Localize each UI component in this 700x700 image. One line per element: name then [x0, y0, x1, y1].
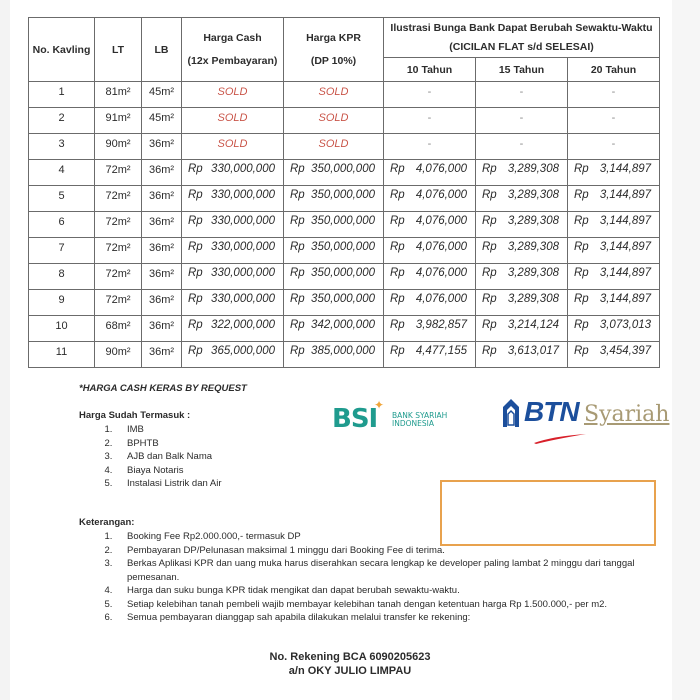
amount-value: 330,000,000: [211, 215, 275, 227]
header-cash-title: Harga Cash: [203, 31, 262, 44]
currency-label: Rp: [574, 319, 589, 331]
amount-value: 330,000,000: [211, 163, 275, 175]
house-icon: [502, 398, 520, 428]
amount-value: 3,073,013: [599, 319, 652, 331]
cell-10-tahun: [384, 160, 476, 186]
amount-value: 3,144,897: [599, 293, 652, 305]
cell-20-tahun: -: [568, 134, 660, 160]
cell-lb: 36m²: [142, 316, 182, 342]
cell-kpr: [284, 238, 384, 264]
cell-kpr: [284, 290, 384, 316]
currency-label: Rp: [390, 189, 405, 201]
note-item: 2. Pembayaran DP/Pelunasan maksimal 1 minggu dari Booking Fee di terima.: [115, 544, 639, 558]
cell-kavling: 2: [29, 108, 95, 134]
cell-lt: 91m²: [95, 108, 142, 134]
currency-label: Rp: [482, 345, 497, 357]
amount-value: 3,144,897: [599, 215, 652, 227]
header-10-tahun: 10 Tahun: [384, 58, 476, 82]
table-row: [29, 264, 660, 290]
currency-label: Rp: [290, 267, 305, 279]
header-illustration-title: Ilustrasi Bunga Bank Dapat Berubah Sewaktu-Waktu: [390, 21, 653, 34]
header-illustration: [384, 18, 660, 58]
cell-lb: 36m²: [142, 212, 182, 238]
header-lt: LT: [95, 18, 142, 82]
cell-15-tahun: [476, 238, 568, 264]
cell-20-tahun: [568, 264, 660, 290]
account-number: No. Rekening BCA 6090205623: [269, 651, 431, 663]
included-item: 2. BPHTB: [115, 437, 222, 451]
amount-value: 350,000,000: [311, 293, 375, 305]
header-lb: LB: [142, 18, 182, 82]
cell-lt: 68m²: [95, 316, 142, 342]
currency-label: Rp: [188, 215, 203, 227]
currency-label: Rp: [390, 241, 405, 253]
cell-lt: 72m²: [95, 160, 142, 186]
amount-value: 330,000,000: [211, 293, 275, 305]
header-15-tahun: 15 Tahun: [476, 58, 568, 82]
currency-label: Rp: [290, 345, 305, 357]
bsi-logo-subtitle: BANK SYARIAH INDONESIA: [392, 411, 448, 428]
included-title: Harga Sudah Termasuk :: [79, 410, 191, 421]
cell-15-tahun: -: [476, 82, 568, 108]
header-illustration-subtitle: (CICILAN FLAT s/d SELESAI): [449, 40, 594, 53]
amount-value: 3,144,897: [599, 189, 652, 201]
cell-15-tahun: [476, 212, 568, 238]
included-item: 3. AJB dan Balk Nama: [115, 450, 222, 464]
page-edge-right: [672, 0, 700, 700]
currency-label: Rp: [290, 215, 305, 227]
currency-label: Rp: [390, 215, 405, 227]
amount-value: 385,000,000: [311, 345, 375, 357]
table-row: [29, 290, 660, 316]
swoosh-icon: [534, 434, 586, 444]
currency-label: Rp: [290, 241, 305, 253]
amount-value: 3,454,397: [599, 345, 652, 357]
cell-15-tahun: [476, 342, 568, 368]
currency-label: Rp: [482, 215, 497, 227]
cell-lb: 36m²: [142, 186, 182, 212]
amount-value: 4,076,000: [415, 267, 467, 279]
cell-kpr: [284, 264, 384, 290]
currency-label: Rp: [574, 189, 589, 201]
cell-15-tahun: [476, 186, 568, 212]
included-section: [79, 410, 222, 491]
header-cash-subtitle: (12x Pembayaran): [187, 54, 278, 67]
currency-label: Rp: [188, 293, 203, 305]
cell-lt: 81m²: [95, 82, 142, 108]
header-kpr-title: Harga KPR: [306, 31, 361, 44]
amount-value: 350,000,000: [311, 163, 375, 175]
amount-value: 4,076,000: [415, 163, 467, 175]
currency-label: Rp: [290, 189, 305, 201]
btn-syariah-logo: [496, 388, 670, 458]
cell-cash: [182, 186, 284, 212]
amount-value: 350,000,000: [311, 215, 375, 227]
cell-kavling: 4: [29, 160, 95, 186]
cell-20-tahun: [568, 290, 660, 316]
cell-cash: [182, 160, 284, 186]
cell-20-tahun: [568, 160, 660, 186]
cell-kavling: 8: [29, 264, 95, 290]
amount-value: 342,000,000: [311, 319, 375, 331]
table-row: [29, 238, 660, 264]
cell-lt: 72m²: [95, 238, 142, 264]
currency-label: Rp: [482, 293, 497, 305]
currency-label: Rp: [482, 319, 497, 331]
amount-value: 350,000,000: [311, 267, 375, 279]
amount-value: 4,076,000: [415, 293, 467, 305]
amount-value: 3,982,857: [415, 319, 467, 331]
cell-20-tahun: [568, 342, 660, 368]
amount-value: 3,289,308: [507, 215, 559, 227]
cell-cash: [182, 264, 284, 290]
amount-value: 350,000,000: [311, 189, 375, 201]
cell-20-tahun: [568, 186, 660, 212]
header-kpr: [284, 18, 384, 82]
cell-kavling: 11: [29, 342, 95, 368]
table-row: [29, 342, 660, 368]
amount-value: 4,076,000: [415, 241, 467, 253]
cell-lt: 72m²: [95, 264, 142, 290]
amount-value: 3,144,897: [599, 163, 652, 175]
table-body: [29, 82, 660, 368]
currency-label: Rp: [188, 163, 203, 175]
cell-kpr: [284, 186, 384, 212]
currency-label: Rp: [390, 319, 405, 331]
included-item: 5. Instalasi Listrik dan Air: [115, 477, 222, 491]
header-kavling: No. Kavling: [29, 18, 95, 82]
currency-label: Rp: [390, 267, 405, 279]
cell-15-tahun: -: [476, 108, 568, 134]
cell-kavling: 9: [29, 290, 95, 316]
cell-lt: 72m²: [95, 212, 142, 238]
amount-value: 3,289,308: [507, 241, 559, 253]
cell-lt: 72m²: [95, 186, 142, 212]
note-item: 1. Booking Fee Rp2.000.000,- termasuk DP: [115, 530, 639, 544]
cell-cash-sold: SOLD: [182, 82, 284, 108]
notes-title: Keterangan:: [79, 517, 135, 528]
cell-cash: [182, 316, 284, 342]
cell-lb: 36m²: [142, 238, 182, 264]
cell-cash: [182, 342, 284, 368]
included-item: 1. IMB: [115, 423, 222, 437]
included-list: [79, 423, 222, 491]
amount-value: 3,289,308: [507, 293, 559, 305]
bank-account: [200, 650, 500, 678]
currency-label: Rp: [574, 267, 589, 279]
amount-value: 365,000,000: [211, 345, 275, 357]
currency-label: Rp: [188, 241, 203, 253]
currency-label: Rp: [482, 267, 497, 279]
table-row: [29, 134, 660, 160]
bsi-logo: [318, 390, 488, 450]
cell-cash: [182, 212, 284, 238]
currency-label: Rp: [574, 241, 589, 253]
star-icon: ✦: [374, 398, 385, 412]
currency-label: Rp: [290, 319, 305, 331]
amount-value: 330,000,000: [211, 241, 275, 253]
btn-logo-subtitle: Syariah: [584, 402, 670, 427]
amount-value: 4,076,000: [415, 215, 467, 227]
cell-cash: [182, 290, 284, 316]
amount-value: 3,289,308: [507, 163, 559, 175]
currency-label: Rp: [482, 163, 497, 175]
cell-15-tahun: [476, 316, 568, 342]
cell-10-tahun: [384, 264, 476, 290]
cell-kpr-sold: SOLD: [284, 108, 384, 134]
cell-lb: 36m²: [142, 290, 182, 316]
cell-kpr-sold: SOLD: [284, 82, 384, 108]
bsi-logo-mark: BSI: [332, 404, 378, 434]
price-table: [28, 17, 660, 368]
currency-label: Rp: [574, 215, 589, 227]
cell-10-tahun: [384, 342, 476, 368]
cell-lb: 36m²: [142, 264, 182, 290]
amount-value: 3,289,308: [507, 267, 559, 279]
table-row: [29, 186, 660, 212]
cell-kpr: [284, 160, 384, 186]
note-item: 3. Berkas Aplikasi KPR dan uang muka harus diserahkan secara lengkap ke developer paling lambat 2 minggu dari tanggal pemesanan.: [115, 557, 639, 584]
notes-section: [79, 517, 639, 625]
cell-kpr: [284, 212, 384, 238]
currency-label: Rp: [390, 293, 405, 305]
cell-10-tahun: [384, 238, 476, 264]
currency-label: Rp: [482, 189, 497, 201]
currency-label: Rp: [188, 319, 203, 331]
amount-value: 3,289,308: [507, 189, 559, 201]
cell-10-tahun: [384, 212, 476, 238]
cell-cash-sold: SOLD: [182, 108, 284, 134]
header-cash: [182, 18, 284, 82]
currency-label: Rp: [188, 345, 203, 357]
cell-cash-sold: SOLD: [182, 134, 284, 160]
currency-label: Rp: [188, 267, 203, 279]
cell-lt: 90m²: [95, 134, 142, 160]
cell-kpr-sold: SOLD: [284, 134, 384, 160]
currency-label: Rp: [390, 345, 405, 357]
cell-15-tahun: [476, 264, 568, 290]
cell-lb: 45m²: [142, 108, 182, 134]
note-item: 4. Harga dan suku bunga KPR tidak mengikat dan dapat berubah sewaktu-waktu.: [115, 584, 639, 598]
table-row: [29, 160, 660, 186]
cell-10-tahun: [384, 290, 476, 316]
cell-kavling: 1: [29, 82, 95, 108]
amount-value: 3,144,897: [599, 241, 652, 253]
cell-kpr: [284, 316, 384, 342]
cell-10-tahun: [384, 186, 476, 212]
note-item: 5. Setiap kelebihan tanah pembeli wajib membayar kelebihan tanah dengan ketentuan harga Rp 1.500.000,- per m2.: [115, 598, 639, 612]
cell-10-tahun: -: [384, 134, 476, 160]
included-item: 4. Biaya Notaris: [115, 464, 222, 478]
cash-note: *HARGA CASH KERAS BY REQUEST: [79, 383, 247, 394]
currency-label: Rp: [574, 163, 589, 175]
cell-20-tahun: [568, 238, 660, 264]
currency-label: Rp: [482, 241, 497, 253]
table-row: [29, 82, 660, 108]
cell-lb: 36m²: [142, 342, 182, 368]
amount-value: 4,477,155: [415, 345, 467, 357]
amount-value: 350,000,000: [311, 241, 375, 253]
amount-value: 330,000,000: [211, 267, 275, 279]
cell-cash: [182, 238, 284, 264]
cell-kavling: 10: [29, 316, 95, 342]
currency-label: Rp: [290, 163, 305, 175]
btn-logo-mark: BTN: [524, 396, 579, 427]
currency-label: Rp: [574, 293, 589, 305]
cell-lb: 45m²: [142, 82, 182, 108]
cell-lt: 72m²: [95, 290, 142, 316]
cell-kpr: [284, 342, 384, 368]
cell-kavling: 6: [29, 212, 95, 238]
table-row: [29, 316, 660, 342]
page-edge-left: [0, 0, 10, 700]
amount-value: 4,076,000: [415, 189, 467, 201]
cell-10-tahun: -: [384, 108, 476, 134]
cell-15-tahun: -: [476, 134, 568, 160]
cell-lb: 36m²: [142, 160, 182, 186]
cell-10-tahun: [384, 316, 476, 342]
cell-15-tahun: [476, 160, 568, 186]
cell-lb: 36m²: [142, 134, 182, 160]
amount-value: 330,000,000: [211, 189, 275, 201]
currency-label: Rp: [390, 163, 405, 175]
header-20-tahun: 20 Tahun: [568, 58, 660, 82]
amount-value: 3,214,124: [507, 319, 559, 331]
cell-10-tahun: -: [384, 82, 476, 108]
cell-20-tahun: -: [568, 108, 660, 134]
currency-label: Rp: [574, 345, 589, 357]
cell-20-tahun: [568, 212, 660, 238]
note-item: 6. Semua pembayaran dianggap sah apabila dilakukan melalui transfer ke rekening:: [115, 611, 639, 625]
currency-label: Rp: [290, 293, 305, 305]
cell-lt: 90m²: [95, 342, 142, 368]
table-row: [29, 108, 660, 134]
cell-kavling: 7: [29, 238, 95, 264]
account-holder: a/n OKY JULIO LIMPAU: [288, 665, 412, 677]
header-kpr-subtitle: (DP 10%): [310, 54, 357, 67]
table-row: [29, 212, 660, 238]
amount-value: 322,000,000: [211, 319, 275, 331]
amount-value: 3,144,897: [599, 267, 652, 279]
currency-label: Rp: [188, 189, 203, 201]
cell-kavling: 3: [29, 134, 95, 160]
amount-value: 3,613,017: [507, 345, 559, 357]
cell-kavling: 5: [29, 186, 95, 212]
cell-20-tahun: -: [568, 82, 660, 108]
notes-list: [79, 530, 639, 625]
cell-20-tahun: [568, 316, 660, 342]
cell-15-tahun: [476, 290, 568, 316]
